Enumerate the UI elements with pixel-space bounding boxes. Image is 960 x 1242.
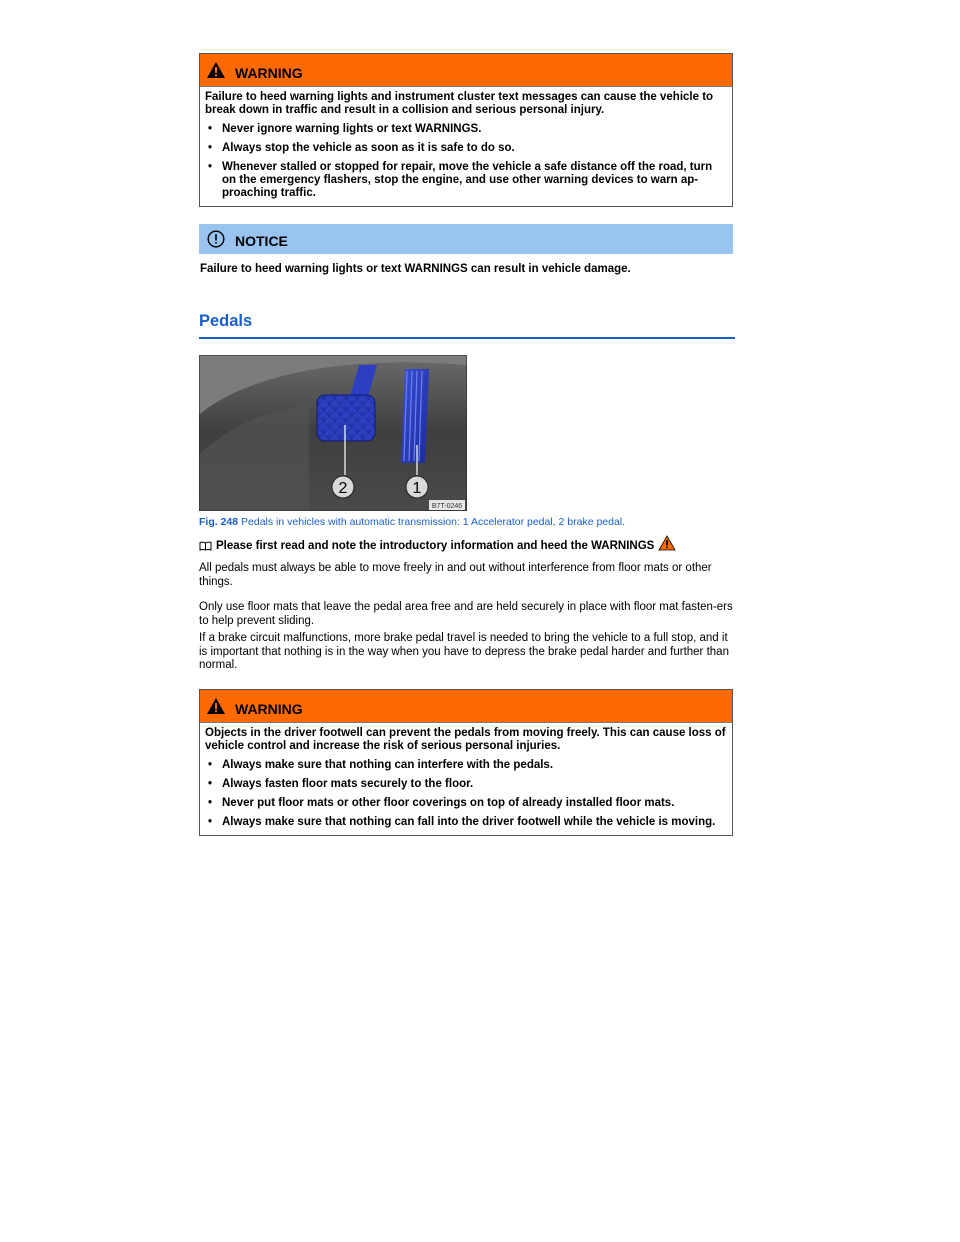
open-book-icon xyxy=(199,541,212,551)
notice-text: Failure to heed warning lights or text WARNINGS can result in vehicle damage. xyxy=(200,263,631,275)
read-first-text: Please first read and note the introductory information and heed the WARNINGS xyxy=(216,540,655,552)
section-title: Pedals xyxy=(199,312,735,339)
warning-body xyxy=(200,723,732,835)
warning-body xyxy=(200,87,732,206)
list-item: • Always fasten floor mats securely to the floor. xyxy=(208,778,474,790)
list-item: • Whenever stalled or stopped for repair, move the vehicle a safe distance off the road, turn on the emergency flashers, stop the engine, and use other warning devices to warn ap-proaching traffic. xyxy=(208,161,713,199)
list-item: • Always stop the vehicle as soon as it is safe to do so. xyxy=(208,142,515,154)
notice-box xyxy=(199,224,733,275)
caption-number: Fig. 248 xyxy=(199,516,239,528)
read-first-note xyxy=(199,540,676,552)
list-item: • Never put floor mats or other floor coverings on top of already installed floor mats. xyxy=(208,797,675,809)
warning-title: WARNING xyxy=(235,700,303,717)
warning-title: WARNING xyxy=(235,64,303,81)
list-item: • Always make sure that nothing can fall into the driver footwell while the vehicle is moving. xyxy=(208,816,716,828)
warning-header xyxy=(200,690,732,723)
warning-box xyxy=(199,689,733,836)
caption-text: Pedals in vehicles with automatic transmission: 1 Accelerator pedal, 2 brake pedal. xyxy=(238,516,626,528)
paragraph: If a brake circuit malfunctions, more brake pedal travel is needed to bring the vehicle to a full stop, and it is important that nothing is in the way when you have to depress the brake pedal harder and further than normal. xyxy=(199,632,729,671)
pedals-illustration xyxy=(199,355,467,511)
callout-1: 1 xyxy=(412,480,422,497)
figure-caption xyxy=(199,516,625,528)
exclamation-circle-icon xyxy=(207,230,225,248)
warning-intro: Failure to heed warning lights and instrument cluster text messages can cause the vehicle to break down in traffic and result in a collision and serious personal injury. xyxy=(205,91,714,116)
warning-triangle-icon xyxy=(658,535,676,551)
warning-triangle-icon xyxy=(206,697,226,715)
notice-title: NOTICE xyxy=(235,233,288,249)
paragraph: Only use floor mats that leave the pedal area free and are held securely in place with floor mat fasten-ers to help prevent sliding. xyxy=(199,601,733,627)
paragraph: All pedals must always be able to move freely in and out without interference from floor mats or other things. xyxy=(199,562,712,588)
warning-box xyxy=(199,53,733,207)
warning-header xyxy=(200,54,732,87)
list-item: • Always make sure that nothing can interfere with the pedals. xyxy=(208,759,554,771)
list-item: • Never ignore warning lights or text WARNINGS. xyxy=(208,123,482,135)
figure-code: B7T-0246 xyxy=(431,503,463,510)
warning-intro: Objects in the driver footwell can prevent the pedals from moving freely. This can cause loss of vehicle control and increase the risk of serious personal injuries. xyxy=(205,727,726,752)
callout-2: 2 xyxy=(338,480,348,497)
warning-triangle-icon xyxy=(206,61,226,79)
pedals-figure xyxy=(199,355,467,511)
notice-header xyxy=(199,224,733,254)
